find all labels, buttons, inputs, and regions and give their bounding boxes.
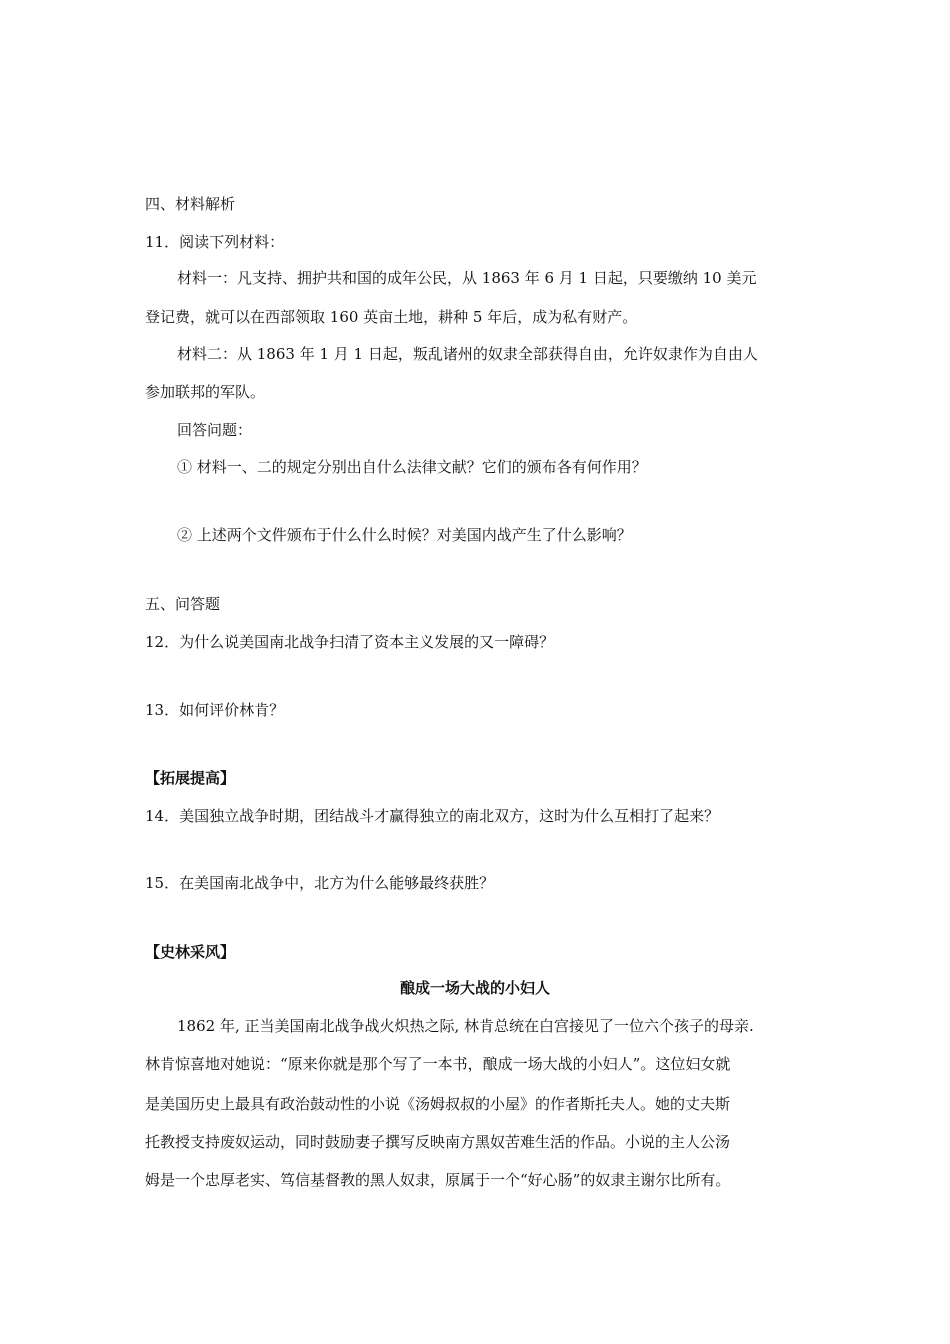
material-1-line-2: 登记费，就可以在西部领取 160 英亩土地，耕种 5 年后，成为私有财产。 xyxy=(145,308,638,326)
section-4-heading: 四、材料解析 xyxy=(145,195,236,213)
question-12: 12．为什么说美国南北战争扫清了资本主义发展的又一障碍？ xyxy=(145,633,555,651)
article-line: 1862 年, 正当美国南北战争战火炽热之际, 林肯总统在白宫接见了一位六个孩子的母亲. xyxy=(177,1017,754,1035)
article-line: 是美国历史上最具有政治鼓动性的小说《汤姆叔叔的小屋》的作者斯托夫人。她的丈夫斯 xyxy=(145,1095,731,1113)
question-13: 13．如何评价林肯？ xyxy=(145,701,285,719)
question-11-prompt: 11．阅读下列材料： xyxy=(145,233,285,251)
article-title: 酿成一场大战的小妇人 xyxy=(399,979,550,997)
article-line: 姆是一个忠厚老实、笃信基督教的黑人奴隶，原属于一个“好心肠”的奴隶主谢尔比所有。 xyxy=(145,1171,731,1189)
extension-heading: 【拓展提高】 xyxy=(145,769,236,787)
question-14: 14．美国独立战争时期，团结战斗才赢得独立的南北双方，这时为什么互相打了起来？ xyxy=(145,807,720,825)
answer-prompt: 回答问题： xyxy=(177,421,253,439)
article-line: 林肯惊喜地对她说：“原来你就是那个写了一本书，酿成一场大战的小妇人”。这位妇女就 xyxy=(145,1055,731,1073)
question-11-sub-2: ② 上述两个文件颁布于什么什么时候？对美国内战产生了什么影响？ xyxy=(177,526,632,544)
material-1-line-1: 材料一：凡支持、拥护共和国的成年公民，从 1863 年 6 月 1 日起，只要缴纳 10 美元 xyxy=(177,269,757,287)
question-11-sub-1: ① 材料一、二的规定分别出自什么法律文献？它们的颁布各有何作用？ xyxy=(177,458,647,476)
material-2-line-1: 材料二：从 1863 年 1 月 1 日起，叛乱诸州的奴隶全部获得自由，允许奴隶作为自由人 xyxy=(177,345,758,363)
section-5-heading: 五、问答题 xyxy=(145,595,221,613)
article-line: 托教授支持废奴运动，同时鼓励妻子撰写反映南方黑奴苦难生活的作品。小说的主人公汤 xyxy=(145,1133,731,1151)
question-15: 15．在美国南北战争中，北方为什么能够最终获胜？ xyxy=(145,874,495,892)
history-heading: 【史林采风】 xyxy=(145,943,236,961)
material-2-line-2: 参加联邦的军队。 xyxy=(145,383,266,401)
